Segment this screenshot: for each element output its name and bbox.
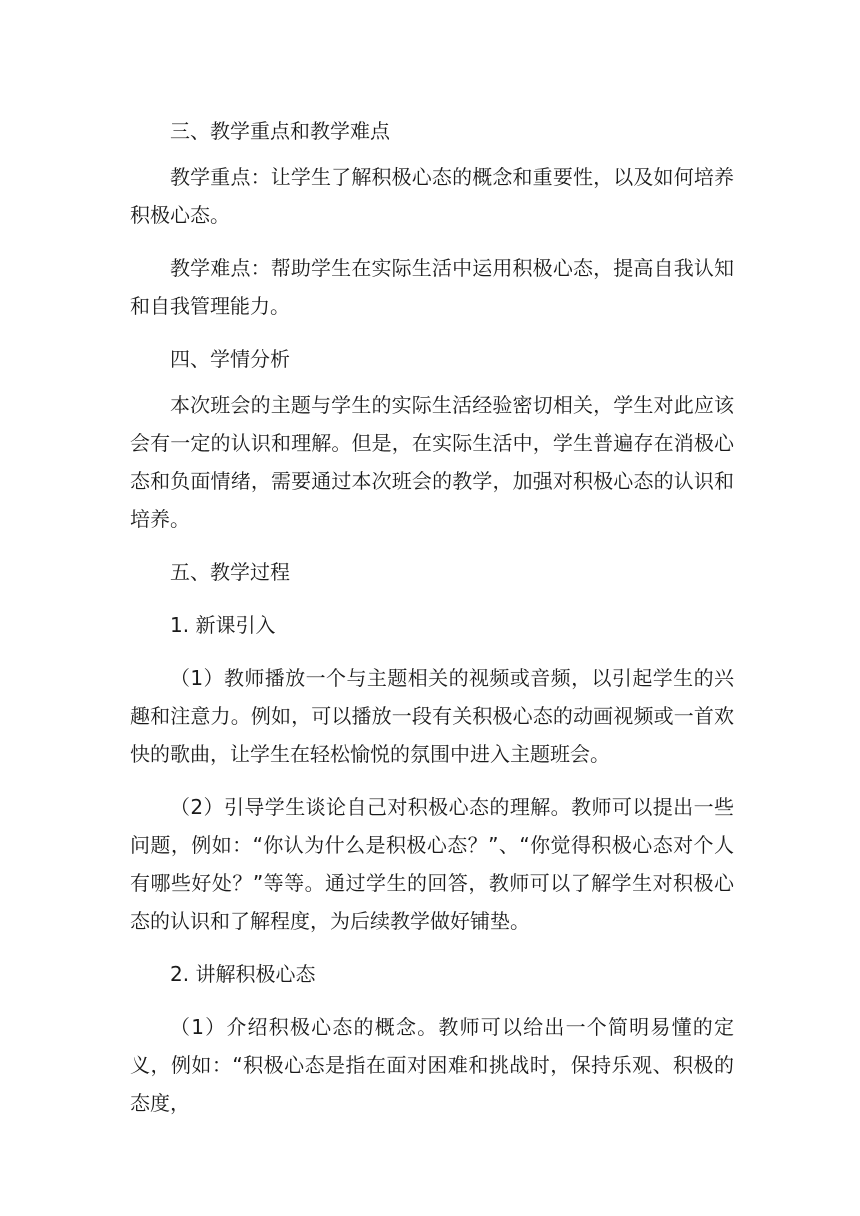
paragraph-intro-step-1: （1）教师播放一个与主题相关的视频或音频，以引起学生的兴趣和注意力。例如，可以播放一段有关积极心态的动画视频或一首欢快的歌曲，让学生在轻松愉悦的氛围中进入主题班会。 bbox=[130, 666, 734, 766]
section-heading-teaching-process: 五、教学过程 bbox=[170, 560, 290, 584]
section-heading-key-points: 三、教学重点和教学难点 bbox=[170, 119, 390, 143]
section-heading-student-analysis: 四、学情分析 bbox=[170, 347, 290, 371]
paragraph-student-analysis: 本次班会的主题与学生的实际生活经验密切相关，学生对此应该会有一定的认识和理解。但是，在实际生活中，学生普遍存在消极心态和负面情绪，需要通过本次班会的教学，加强对积极心态的认识和培养。 bbox=[130, 393, 734, 531]
subheading-explain-positive-mindset: 2. 讲解积极心态 bbox=[170, 962, 316, 986]
subheading-new-lesson-intro: 1. 新课引入 bbox=[170, 613, 276, 637]
paragraph-explain-step-1: （1）介绍积极心态的概念。教师可以给出一个简明易懂的定义，例如：“积极心态是指在面对困难和挑战时，保持乐观、积极的态度， bbox=[130, 1015, 734, 1115]
document-body bbox=[130, 112, 734, 1137]
paragraph-intro-step-2: （2）引导学生谈论自己对积极心态的理解。教师可以提出一些问题，例如：“你认为什么是积极心态？”、“你觉得积极心态对个人有哪些好处？”等等。通过学生的回答，教师可以了解学生对积极心态的认识和了解程度，为后续教学做好铺垫。 bbox=[130, 795, 734, 933]
paragraph-teaching-difficulty: 教学难点：帮助学生在实际生活中运用积极心态，提高自我认知和自我管理能力。 bbox=[130, 256, 734, 318]
paragraph-teaching-focus: 教学重点：让学生了解积极心态的概念和重要性，以及如何培养积极心态。 bbox=[130, 165, 734, 227]
